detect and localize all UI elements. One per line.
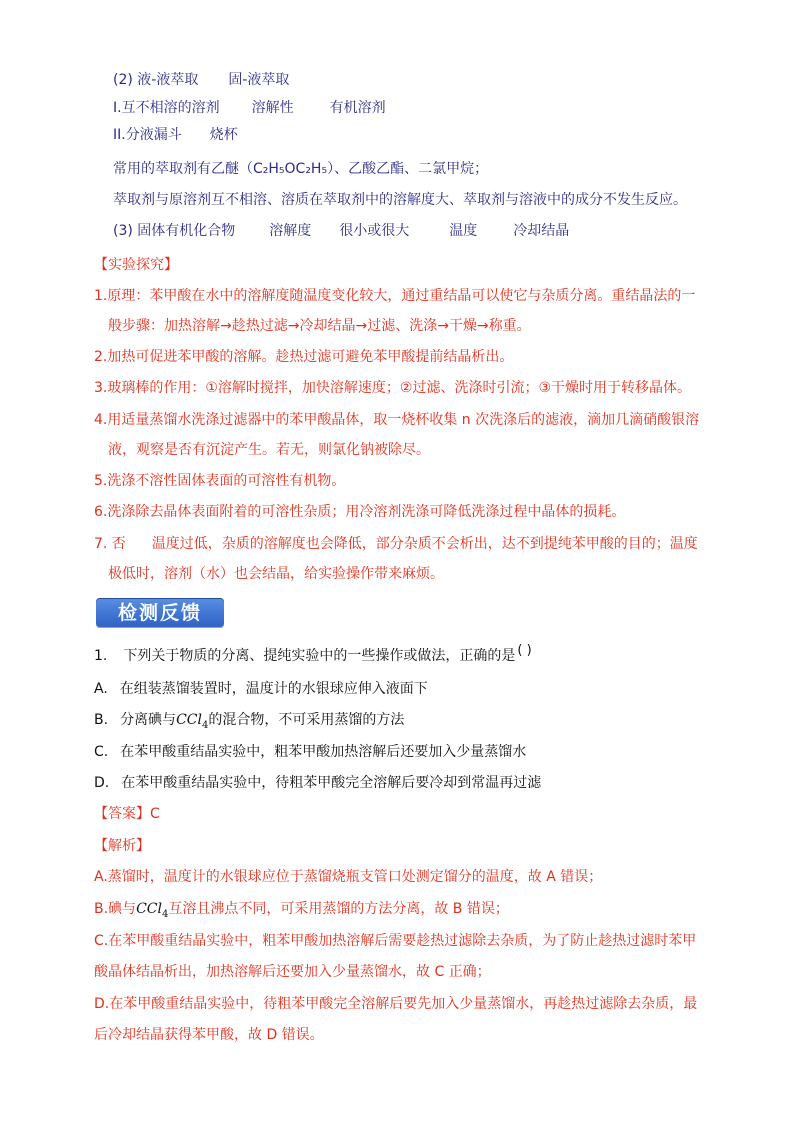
- glass-rod-roles: 3.玻璃棒的作用：①溶解时搅拌，加快溶解速度；②过滤、洗涤时引流；③干燥时用于转移晶体。: [94, 380, 692, 396]
- principle-line1: 1.原理：苯甲酸在水中的溶解度随温度变化较大，通过重结晶可以使它与杂质分离。重结晶法的一: [94, 288, 696, 304]
- option-d: [94, 773, 541, 793]
- solid-organic-compound: (3) 固体有机化合物: [113, 223, 236, 239]
- option-c-label: C.: [94, 744, 109, 760]
- washing-line1: 4.用适量蒸馏水洗涤过滤器中的苯甲酸晶体，取一烧杯收集 n 次洗涤后的滤液，滴加几滴硝酸银溶: [94, 412, 700, 428]
- item7-line2: 极低时，溶剂（水）也会结晶，给实验操作带来麻烦。: [108, 566, 444, 582]
- option-b-label: B.: [94, 712, 109, 728]
- option-a-label: A.: [94, 681, 108, 697]
- washing-line2: 液，观察是否有沉淀产生。若无，则氯化钠被除尽。: [108, 442, 430, 458]
- option-a: [94, 679, 428, 699]
- solid-liquid-extraction: 固-液萃取: [228, 72, 290, 88]
- temperature: 温度: [449, 223, 478, 239]
- common-extractants: 常用的萃取剂有乙醚（C₂H₅OC₂H₅）、乙酸乙酯、二氯甲烷；: [113, 161, 489, 177]
- option-b-text-1: 分离碘与: [120, 712, 177, 728]
- analysis-b-text-2: 互溶且沸点不同，可采用蒸馏的方法分离，故 B 错误；: [168, 901, 509, 917]
- option-d-text: 在苯甲酸重结晶实验中，待粗苯甲酸完全溶解后要冷却到常温再过滤: [121, 775, 542, 791]
- analysis-d-line2: 后冷却结晶获得苯甲酸，故 D 错误。: [94, 1027, 324, 1043]
- section2-line2: [113, 98, 386, 118]
- heating-note: 2.加热可促进苯甲酸的溶解。趁热过滤可避免苯甲酸提前结晶析出。: [94, 349, 514, 365]
- option-c-text: 在苯甲酸重结晶实验中，粗苯甲酸加热溶解后还要加入少量蒸馏水: [120, 744, 527, 760]
- feedback-badge: 检测反馈: [96, 598, 224, 628]
- principle-line2: 般步骤：加热溶解→趁热过滤→冷却结晶→过滤、洗涤→干燥→称重。: [108, 318, 531, 334]
- item7-answer: 7. 否: [94, 536, 126, 552]
- analysis-c-line1: C.在苯甲酸重结晶实验中，粗苯甲酸加热溶解后需要趁热过滤除去杂质，为了防止趁热过滤时苯甲: [94, 933, 697, 949]
- item7-line1: [94, 534, 698, 554]
- option-c: [94, 742, 526, 762]
- analysis-c-line2: 酸晶体结晶析出，加热溶解后还要加入少量蒸馏水，故 C 正确；: [94, 964, 491, 980]
- option-b: [94, 710, 404, 736]
- question-1: [94, 643, 532, 667]
- separatory-funnel: II.分液漏斗: [113, 127, 182, 143]
- ccl4-formula: CCl$_4$: [176, 712, 209, 731]
- extractant-requirements: 萃取剂与原溶剂互不相溶、溶质在萃取剂中的溶解度大、萃取剂与溶液中的成分不发生反应。: [113, 192, 687, 208]
- experiment-heading: 【实验探究】: [94, 257, 178, 273]
- option-b-text-2: 的混合物，不可采用蒸馏的方法: [208, 712, 405, 728]
- solubility-label: 溶解度: [269, 223, 312, 239]
- beaker: 烧杯: [209, 127, 238, 143]
- section3-line: [113, 221, 569, 241]
- analysis-b: [94, 899, 509, 925]
- analysis-d-line1: D.在苯甲酸重结晶实验中，待粗苯甲酸完全溶解后要先加入少量蒸馏水，再趁热过滤除去杂质，最: [94, 996, 698, 1012]
- analysis-heading: 【解析】: [94, 838, 150, 854]
- section2-line1: [113, 70, 289, 90]
- question-number: 1.: [94, 648, 108, 664]
- cooling-crystallization: 冷却结晶: [513, 223, 570, 239]
- analysis-a: A.蒸馏时，温度计的水银球应位于蒸馏烧瓶支管口处测定馏分的温度，故 A 错误；: [94, 869, 603, 885]
- solubility: 溶解性: [251, 100, 294, 116]
- liquid-liquid-extraction: (2) 液-液萃取: [113, 72, 199, 88]
- option-d-label: D.: [94, 775, 110, 791]
- section2-line3: [113, 125, 238, 145]
- answer-blank: ( ): [517, 643, 532, 658]
- small-or-large: 很小或很大: [339, 223, 410, 239]
- option-a-text: 在组装蒸馏装置时，温度计的水银球应伸入液面下: [119, 681, 428, 697]
- ccl4-formula-2: CCl$_4$: [136, 901, 169, 920]
- answer-line: 【答案】C: [94, 806, 160, 822]
- analysis-b-text-1: B.碘与: [94, 901, 137, 917]
- immiscible-solvents: I.互不相溶的溶剂: [113, 100, 220, 116]
- item6: 6.洗涤除去晶体表面附着的可溶性杂质；用冷溶剂洗涤可降低洗涤过程中晶体的损耗。: [94, 504, 626, 520]
- organic-solvent: 有机溶剂: [329, 100, 386, 116]
- question-text: 下列关于物质的分离、提纯实验中的一些操作或做法，正确的是: [123, 648, 516, 664]
- item5: 5.洗涤不溶性固体表面的可溶性有机物。: [94, 473, 346, 489]
- item7-reason: 温度过低，杂质的溶解度也会降低，部分杂质不会析出，达不到提纯苯甲酸的目的；温度: [151, 536, 698, 552]
